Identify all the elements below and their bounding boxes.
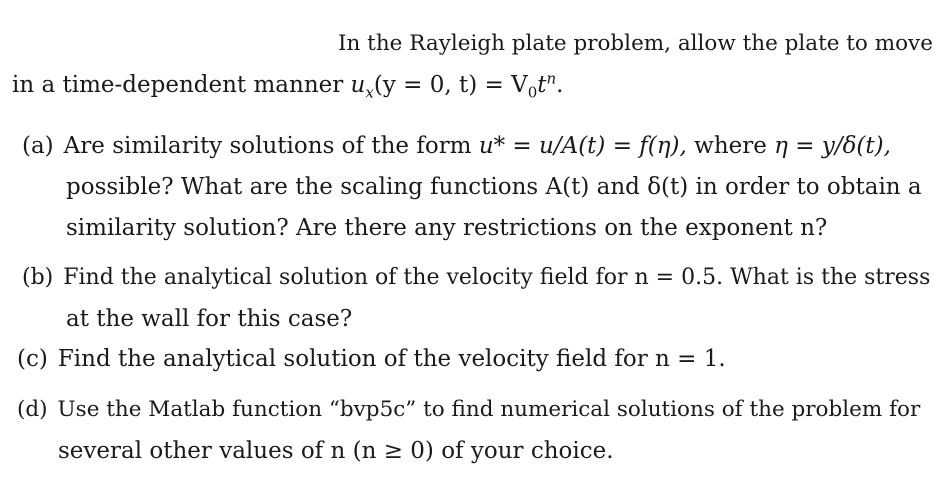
intro-formula: [350, 69, 557, 102]
part-d-text: Use the Matlab function “bvp5c” to find numerical solutions of the problem for: [57, 397, 921, 422]
intro-line-2-end: .: [556, 72, 564, 98]
part-b-text: Find the analytical solution of the velocity field for n = 0.5. What is the stress: [63, 265, 931, 290]
formula-sub-0: 0: [527, 83, 538, 102]
part-d-label: (d): [17, 397, 48, 422]
part-a-where: where: [686, 133, 775, 159]
formula-t: t: [537, 72, 547, 98]
part-a-math: u* = u/A(t) = f(η),: [478, 133, 687, 159]
formula-sup-n: n: [546, 69, 557, 88]
part-a-math-2: η = y/δ(t),: [774, 133, 891, 159]
part-c-label: (c): [17, 346, 48, 372]
part-a-text: Are similarity solutions of the form: [63, 133, 479, 159]
intro-line-2-text: in a time-dependent manner: [12, 72, 351, 98]
part-a-label: (a): [22, 133, 54, 159]
formula-sub-x: x: [365, 83, 374, 102]
part-b-label: (b): [22, 265, 54, 290]
intro-line-1: In the Rayleigh plate problem, allow the plate to move: [338, 31, 933, 56]
part-a-line-2: possible? What are the scaling functions A(t) and δ(t) in order to obtain a: [66, 174, 922, 200]
part-d-line-2: several other values of n (n ≥ 0) of your choice.: [58, 438, 614, 464]
part-b-line-2: at the wall for this case?: [66, 306, 353, 332]
part-b-line-1: [22, 264, 930, 292]
intro-line-2: [12, 69, 564, 102]
formula-u: u: [350, 72, 366, 98]
part-a-line-1: [22, 132, 891, 160]
part-a-line-3: similarity solution? Are there any restrictions on the exponent n?: [66, 215, 828, 241]
part-d-line-1: [17, 396, 920, 424]
part-c-line-1: [17, 345, 726, 373]
part-c-text: Find the analytical solution of the velocity field for n = 1.: [57, 346, 726, 372]
formula-rest: (y = 0, t) = V: [373, 72, 528, 98]
